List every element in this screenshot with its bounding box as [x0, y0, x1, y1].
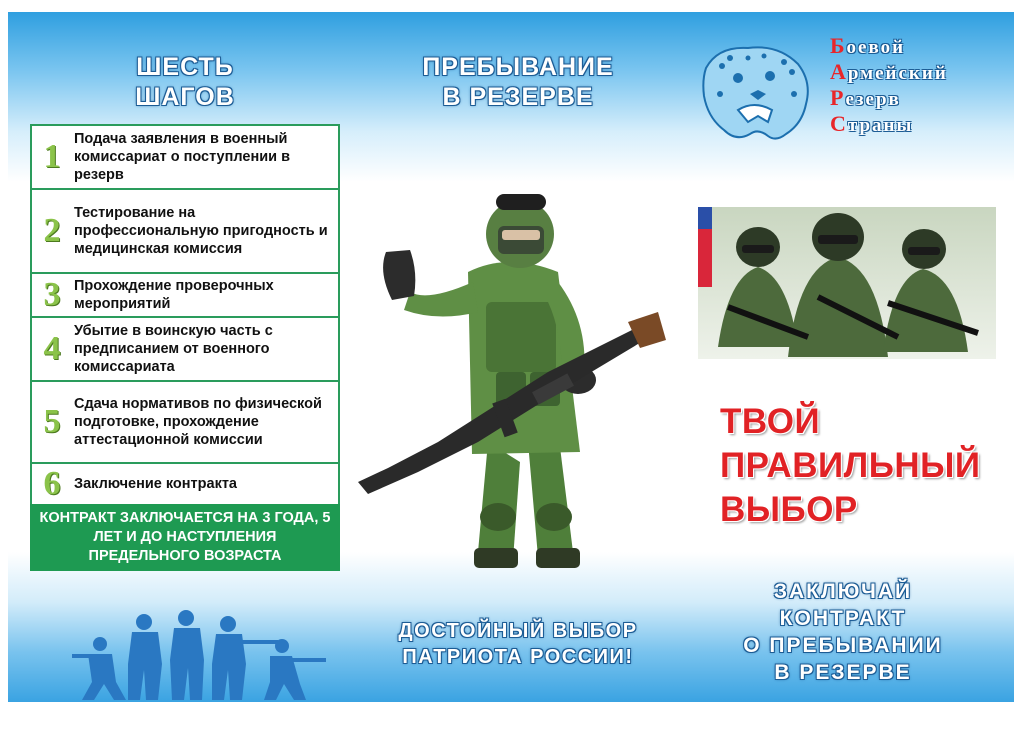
step-text: Прохождение проверочных мероприятий: [74, 278, 274, 312]
step-item: [30, 316, 340, 382]
patriot-slogan: ДОСТОЙНЫЙ ВЫБОР ПАТРИОТА РОССИИ!: [398, 620, 638, 668]
step-text: Убытие в воинскую часть с предписанием от военного комиссариата: [74, 323, 273, 375]
step-text: Заключение контракта: [74, 476, 237, 492]
soldiers-silhouette-icon: [70, 604, 330, 702]
step-text: Сдача нормативов по физической подготовке, прохождение аттестационной комиссии: [74, 396, 322, 448]
sign-contract-slogan: ЗАКЛЮЧАЙ КОНТРАКТ О ПРЕБЫВАНИИ В РЕЗЕРВЕ: [743, 580, 943, 684]
soldier-illustration-icon: [348, 172, 678, 572]
step-text: Подача заявления в военный комиссариат о поступлении в резерв: [74, 131, 290, 183]
step-item: [30, 380, 340, 464]
step-item: [30, 188, 340, 274]
bars-acronym: Боевой Армейский Резерв Страны: [830, 33, 948, 136]
step-number: 3: [43, 276, 61, 313]
right-choice-slogan: ТВОЙ ПРАВИЛЬНЫЙ ВЫБОР: [720, 402, 981, 529]
step-item: [30, 462, 340, 506]
reserve-title: ПРЕБЫВАНИЕ В РЕЗЕРВЕ: [422, 53, 614, 111]
step-text: Тестирование на профессиональную пригодность и медицинская комиссия: [74, 205, 328, 257]
step-number: 4: [43, 330, 61, 367]
step-number: 1: [43, 138, 61, 175]
step-number: 5: [43, 403, 61, 440]
step-item: [30, 272, 340, 318]
soldiers-photo-icon: [698, 207, 996, 359]
contract-note: КОНТРАКТ ЗАКЛЮЧАЕТСЯ НА 3 ГОДА, 5 ЛЕТ И ДО НАСТУПЛЕНИЯ ПРЕДЕЛЬНОГО ВОЗРАСТА: [30, 504, 340, 571]
step-number: 6: [43, 465, 61, 502]
step-number: 2: [43, 212, 61, 249]
six-steps-title: ШЕСТЬ ШАГОВ: [135, 53, 235, 111]
step-item: [30, 124, 340, 190]
poster: [8, 12, 1014, 702]
leopard-emblem-icon: [698, 38, 816, 148]
steps-list: [30, 124, 340, 571]
